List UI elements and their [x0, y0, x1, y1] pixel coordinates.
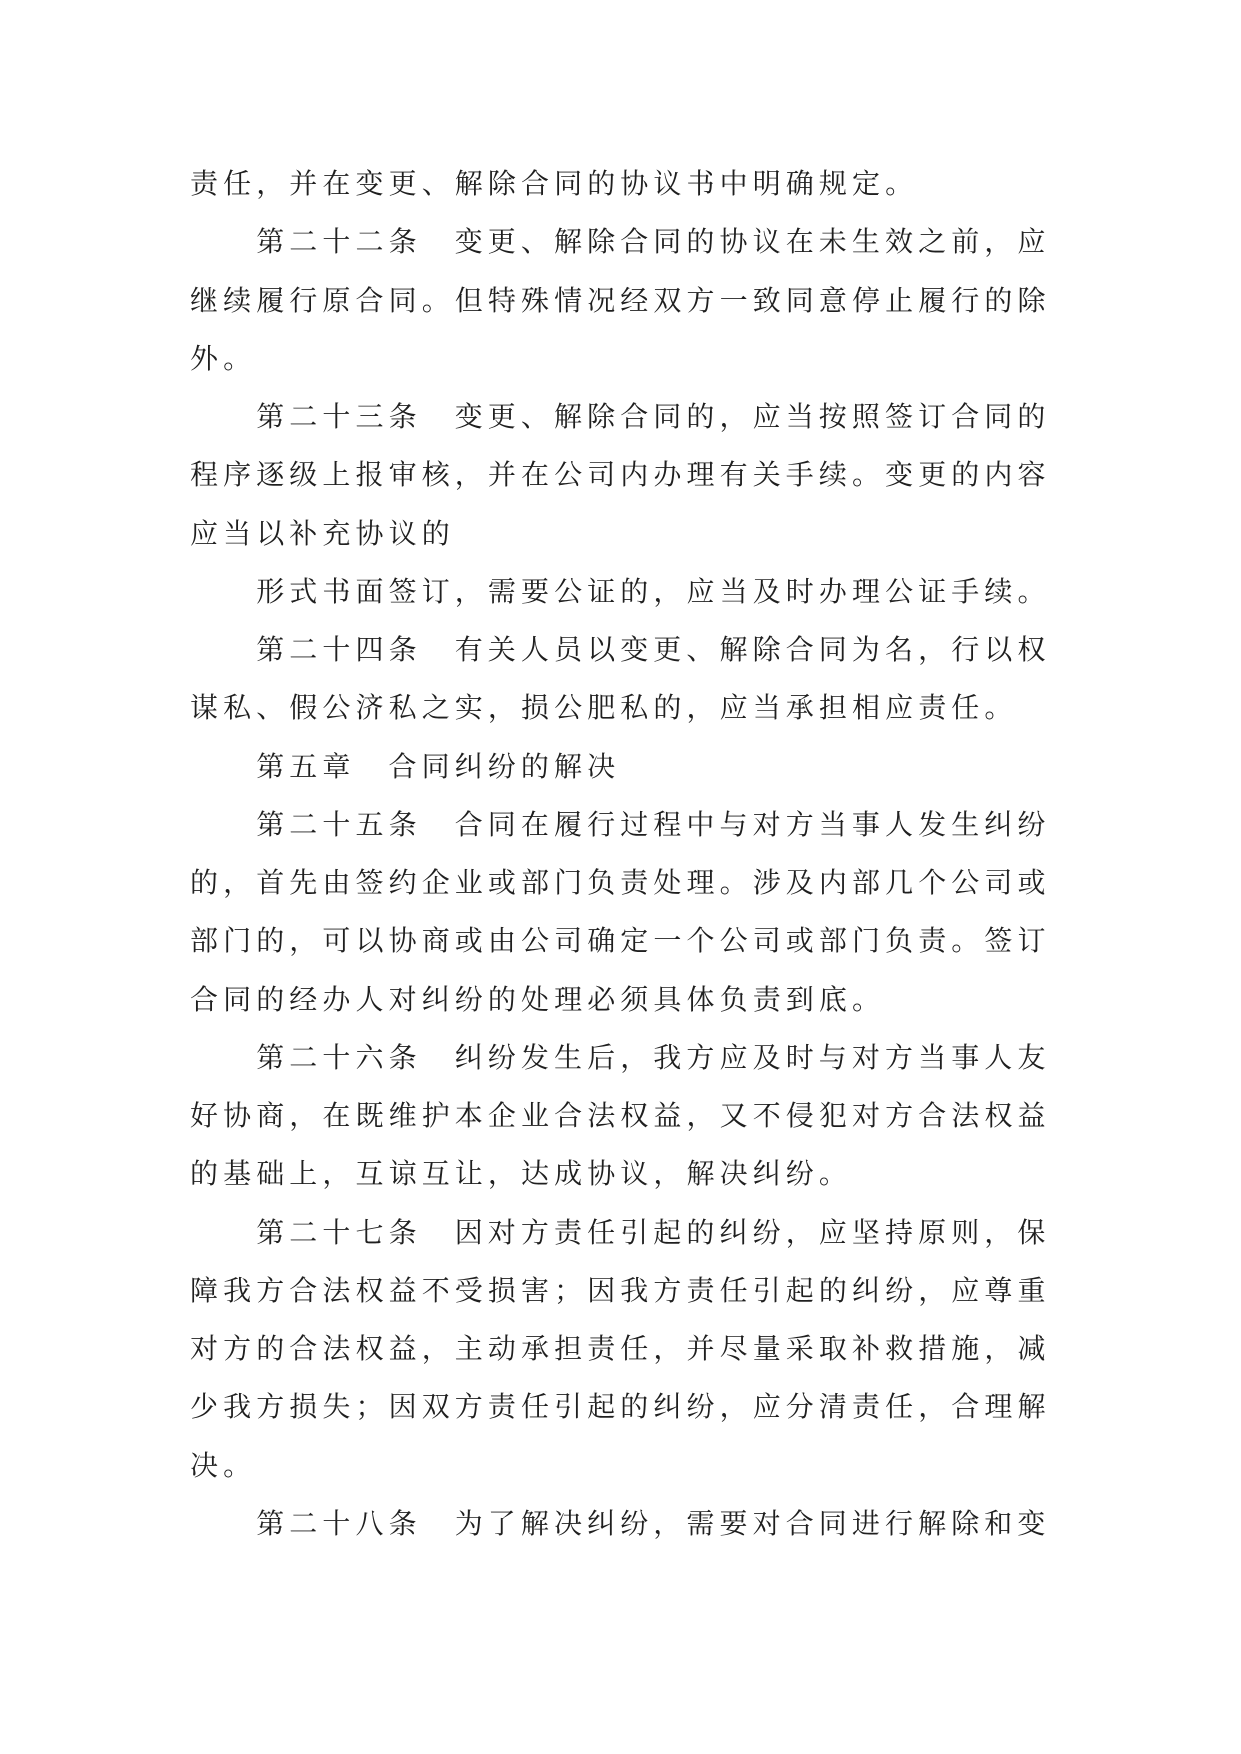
text-line: 好协商，在既维护本企业合法权益，又不侵犯对方合法权益: [190, 1099, 1051, 1132]
continued-paragraph: [190, 155, 1060, 213]
chapter-title: 第五章 合同纠纷的解决: [256, 749, 621, 783]
text-line: 障我方合法权益不受损害；因我方责任引起的纠纷，应尊重: [190, 1273, 1051, 1307]
text-line: 第二十六条 纠纷发生后，我方应及时与对方当事人友: [256, 1040, 1051, 1074]
text-line: 应当以补充协议的: [190, 516, 455, 550]
article-22-paragraph: [190, 213, 1060, 388]
text-line: 继续履行原合同。但特殊情况经双方一致同意停止履行的除: [190, 283, 1051, 317]
text-line: 程序逐级上报审核，并在公司内办理有关手续。变更的内容: [190, 458, 1051, 492]
text-line: 第二十七条 因对方责任引起的纠纷，应坚持原则，保: [256, 1215, 1051, 1249]
text-line: 部门的，可以协商或由公司确定一个公司或部门负责。签订: [190, 924, 1051, 958]
chapter-heading: [190, 738, 1060, 796]
text-line: 第二十三条 变更、解除合同的，应当按照签订合同的: [256, 400, 1051, 433]
text-line: 谋私、假公济私之实，损公肥私的，应当承担相应责任。: [190, 691, 1018, 725]
article-25-paragraph: [190, 796, 1060, 1029]
article-27-paragraph: [190, 1204, 1060, 1495]
article-28-paragraph: [190, 1495, 1060, 1553]
article-23-paragraph: [190, 388, 1060, 563]
text-line: 第二十四条 有关人员以变更、解除合同为名，行以权: [256, 633, 1051, 666]
text-line: 对方的合法权益，主动承担责任，并尽量采取补救措施，减: [190, 1332, 1051, 1365]
text-line: 责任，并在变更、解除合同的协议书中明确规定。: [190, 167, 919, 200]
text-line: 形式书面签订，需要公证的，应当及时办理公证手续。: [256, 574, 1051, 608]
document-body: [190, 155, 1060, 1553]
article-26-paragraph: [190, 1029, 1060, 1204]
article-23-continuation-paragraph: [190, 563, 1060, 621]
text-line: 决。: [190, 1448, 257, 1482]
text-line: 第二十五条 合同在履行过程中与对方当事人发生纠纷: [256, 807, 1051, 841]
text-line: 少我方损失；因双方责任引起的纠纷，应分清责任，合理解: [190, 1390, 1051, 1424]
text-line: 第二十八条 为了解决纠纷，需要对合同进行解除和变: [256, 1506, 1051, 1540]
text-line: 第二十二条 变更、解除合同的协议在未生效之前，应: [256, 225, 1051, 259]
text-line: 外。: [190, 341, 257, 375]
article-24-paragraph: [190, 621, 1060, 738]
text-line: 的基础上，互谅互让，达成协议，解决纠纷。: [190, 1157, 853, 1191]
text-line: 合同的经办人对纠纷的处理必须具体负责到底。: [190, 982, 886, 1016]
text-line: 的，首先由签约企业或部门负责处理。涉及内部几个公司或: [190, 866, 1051, 899]
